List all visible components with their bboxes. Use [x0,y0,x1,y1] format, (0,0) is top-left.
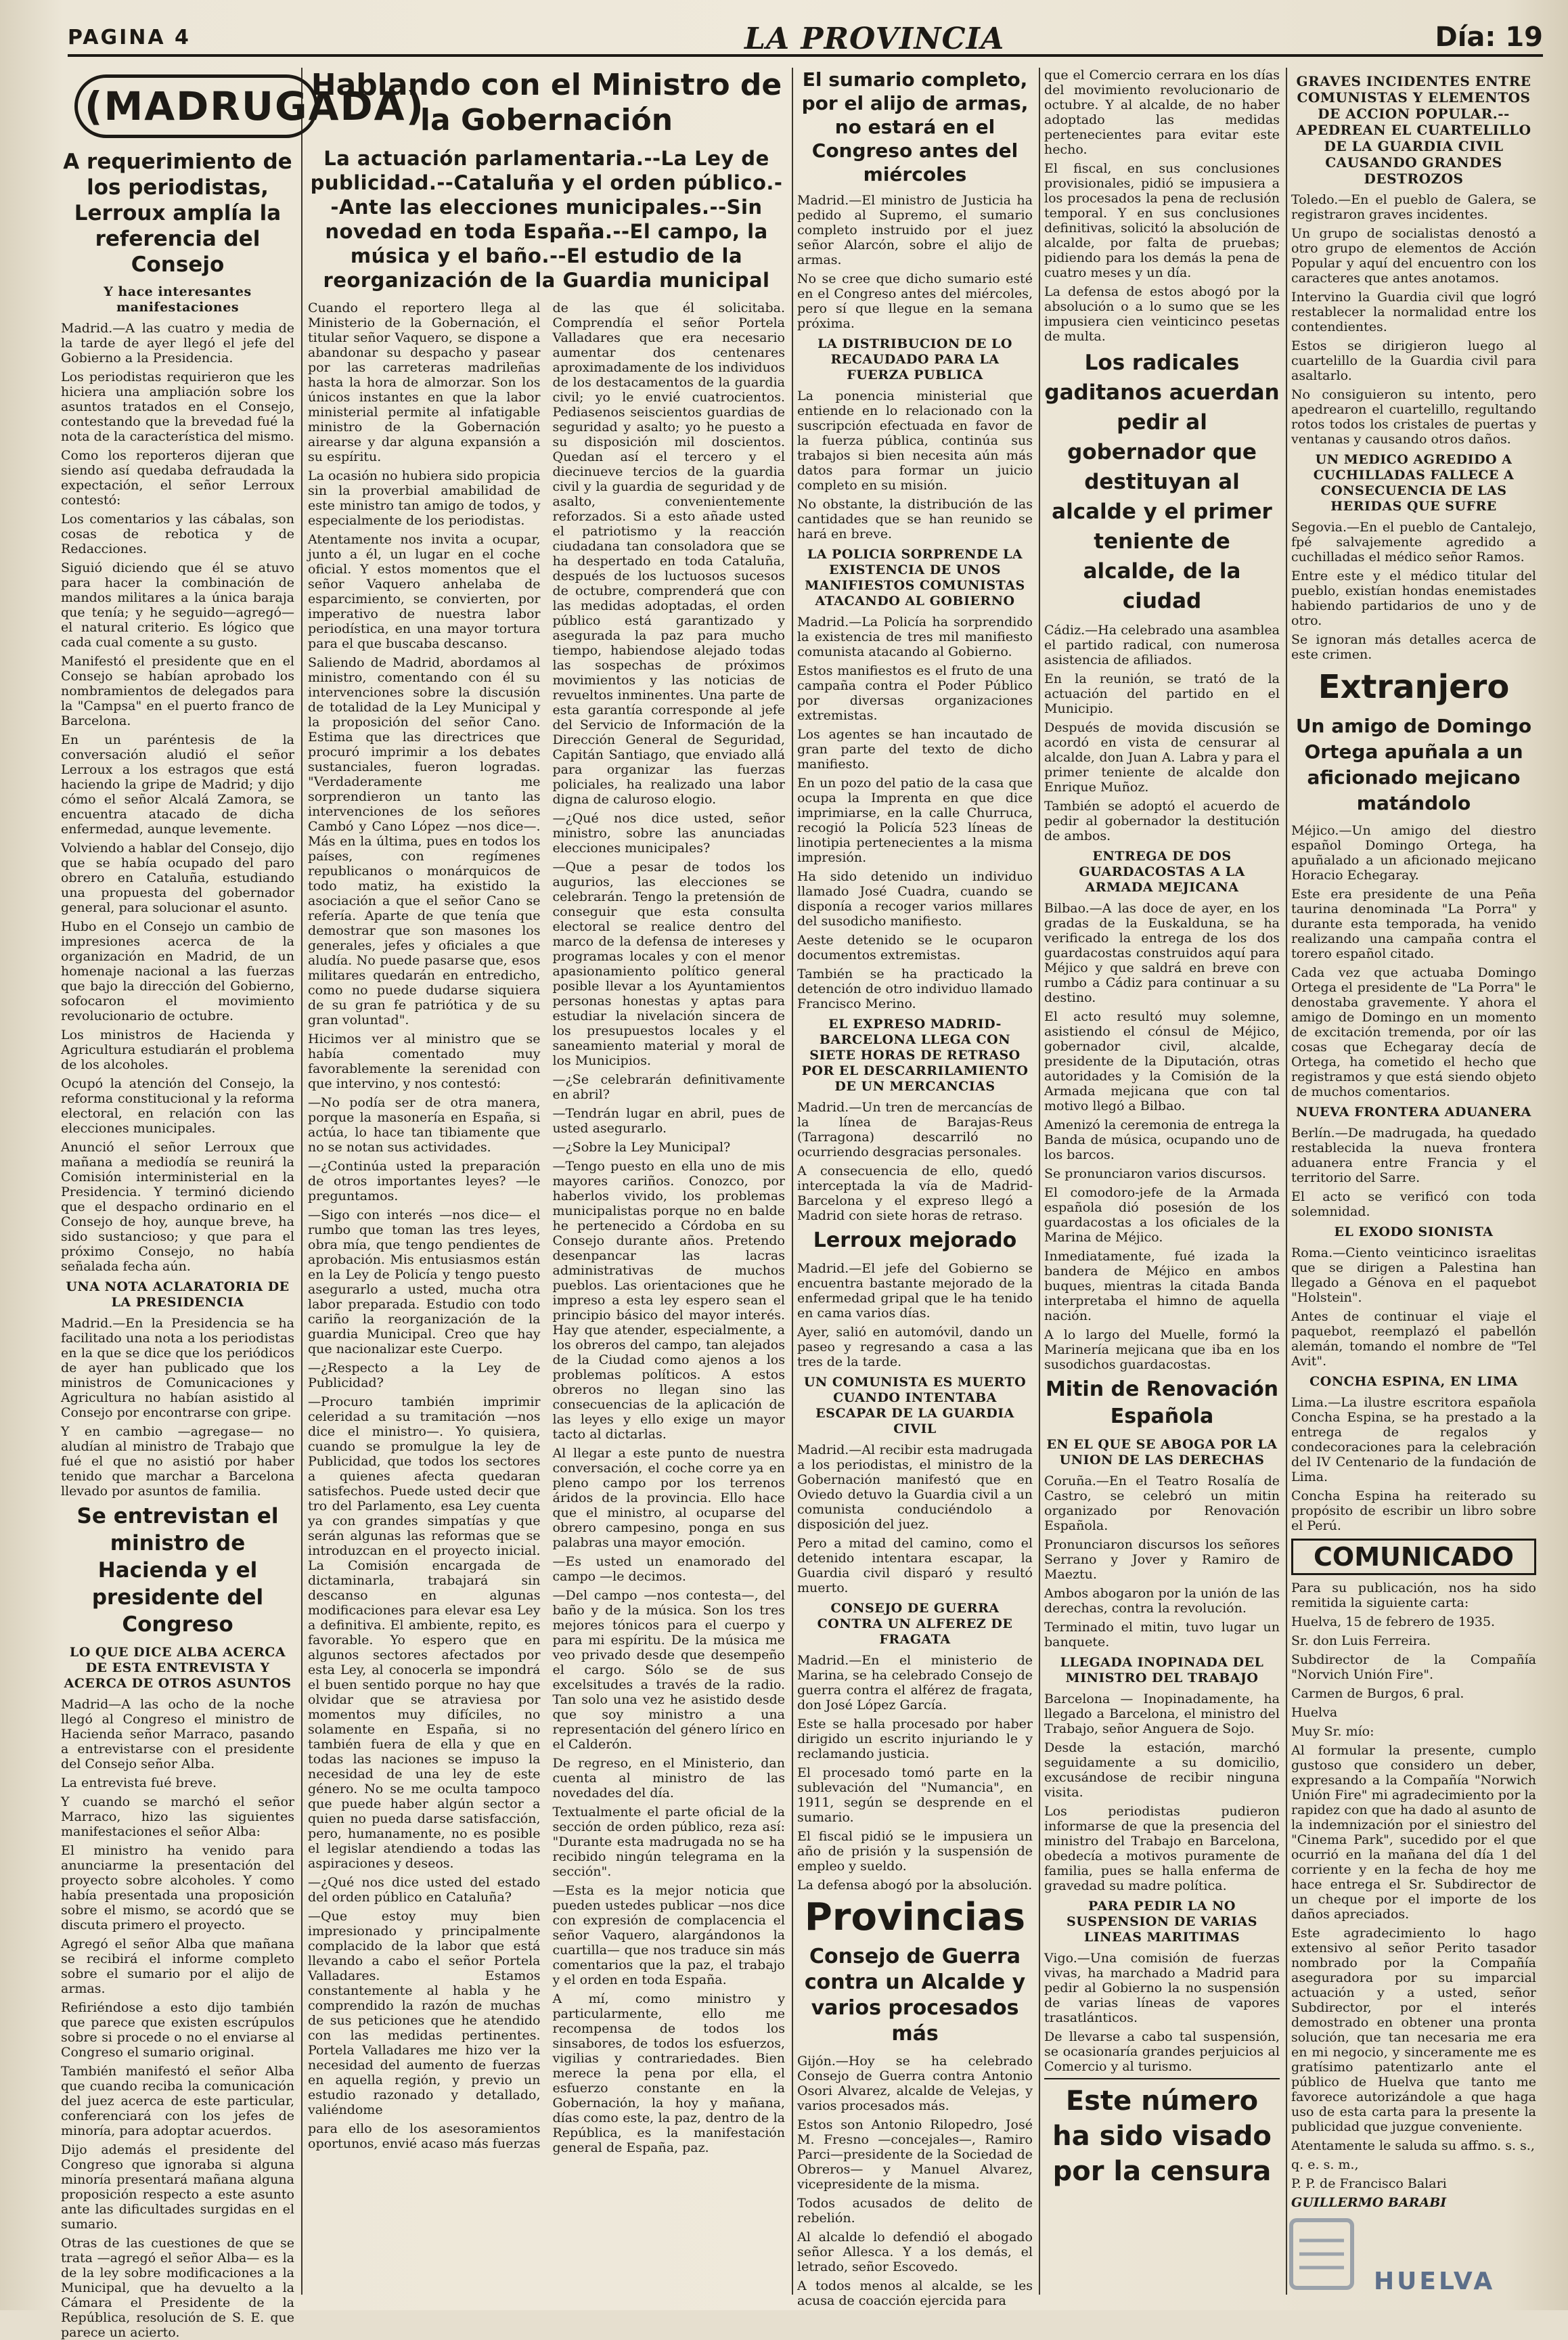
article-paragraph: Textualmente el parte oficial de la sección de orden público, reza así: "Durante esta madrugada no se ha recibido ningún telegrama en la sección". [552,1805,785,1879]
article-paragraph: —Sigo con interés —nos dice— el rumbo que toman las tres leyes, obra mía, que tengo pendientes de aprobación. Mis entusiasmos están en la Ley de Policía y tengo puesto asegurarlo a usted, mucha otra labor preparada. Estudio con todo cariño la reorganización de la guardia Municipal. Creo que hay que nacionalizar este Cuerpo. [308,1208,541,1356]
letter-addressee: Sr. don Luis Ferreira. [1291,1633,1431,1648]
article-paragraph: También se ha practicado la detención de otro individuo llamado Francisco Merino. [797,967,1033,1011]
article-paragraph: Barcelona — Inopinadamente, ha llegado a Barcelona, el ministro del Trabajo, señor Anguera de Sojo. [1044,1692,1280,1736]
article-paragraph: Madrid.—El jefe del Gobierno se encuentra bastante mejorado de la enfermedad gripal que le ha tenido en cama varios días. [797,1261,1033,1321]
article-paragraph: —Que a pesar de todos los augurios, las elecciones se celebrarán. Tengo la pretensión de conseguir que esta consulta electoral se realice dentro del marco de la defensa de intereses y programas locales y con el menor apasionamiento político general posible llevar a los Ayuntamientos personas honestas y aptas para estudiar la nivelación sincera de los presupuestos locales y el saneamiento material y moral de los Municipios. [552,860,785,1068]
section-subhead: CONSEJO DE GUERRA CONTRA UN ALFEREZ DE FRAGATA [817,1601,1013,1647]
article-paragraph: Siguió diciendo que él se atuvo para hacer la combinación de mandos militares a la única baraja que tenía; y he seguido—agregó—el natural criterio. Es lógico que cada cual comente a su gusto. [61,560,294,650]
column-2 [308,68,785,2301]
article-paragraph: Antes de continuar el viaje el paquebot, reemplazó el pabellón alemán, tomando el nombre de "Tel Avit". [1291,1309,1536,1369]
article-paragraph: Estos manifiestos es el fruto de una campaña contra el Poder Público por diversas organizaciones extremistas. [797,663,1033,723]
article-paragraph: Amenizó la ceremonia de entrega la Banda de música, ocupando uno de los barcos. [1044,1118,1280,1162]
article-paragraph: Manifestó el presidente que en el Consejo se habían aprobado los nombramientos de delegados para la "Campsa" en el puerto franco de Barcelona. [61,654,294,728]
section-subhead: CONCHA ESPINA, EN LIMA [1309,1374,1518,1389]
column-3 [797,68,1033,2308]
article-paragraph: De regreso, en el Ministerio, dan cuenta al ministro de las novedades del día. [552,1756,785,1801]
article-paragraph: Madrid.—En el ministerio de Marina, se ha celebrado Consejo de guerra contra el alférez de fragata, don José López García. [797,1653,1033,1713]
article-paragraph: Se ignoran más detalles acerca de este crimen. [1291,632,1536,662]
article-paragraph: Toledo.—En el pueblo de Galera, se registraron graves incidentes. [1291,192,1536,222]
article-paragraph: La ocasión no hubiera sido propicia sin la proverbial amabilidad de este ministro tan amigo de todos, y especialmente de los periodistas. [308,468,541,528]
article-paragraph: Después de movida discusión se acordó en vista de censurar al alcalde, don Juan A. Labra y para el primer teniente de alcalde don Enrique Muñoz. [1044,720,1280,795]
article-paragraph: La ponencia ministerial que entiende en lo relacionado con la suscripción efectuada en favor de la fuerza pública, continúa sus trabajos si bien necesita aún más datos para formar un juicio completo en su misión. [797,389,1033,493]
article-paragraph: —¿Qué nos dice usted del estado del orden público en Cataluña? [308,1875,541,1905]
article-paragraph: No se cree que dicho sumario esté en el Congreso antes del miércoles, pero sí que llegue en la semana próxima. [797,271,1033,331]
article-paragraph: Este era presidente de una Peña taurina denominada "La Porra" y durante esta temporada, ha venido realizando una campaña contra el torero español citado. [1291,887,1536,961]
section-subhead: EL EXPRESO MADRID-BARCELONA LLEGA CON SIETE HORAS DE RETRASO POR EL DESCARRILAMIENTO DE UN MERCANCIAS [801,1017,1029,1094]
article-paragraph: Como los reporteros dijeran que siendo así quedaba defraudada la expectación, el señor Lerroux contestó: [61,448,294,508]
article-paragraph: Entre este y el médico titular del pueblo, existían hondas enemistades habiendo partidarios de uno y de otro. [1291,569,1536,628]
article-paragraph: Los periodistas pudieron informarse de que la presencia del ministro del Trabajo en Barcelona, obedecía a motivos puramente de familia, pues se halla enferma de gravedad su madre política. [1044,1804,1280,1893]
article-paragraph: que el Comercio cerrara en los días del movimiento revolucionario de octubre. Y al alcalde, de no haber adoptado las medidas pertenecientes para evitar este hecho. [1044,68,1280,157]
article-paragraph: Dijo además el presidente del Congreso que ignoraba si alguna minoría presentará mañana alguna proposición respecto a este asunto ante las dificultades surgidas en el sumario. [61,2142,294,2232]
article-paragraph: —Esta es la mejor noticia que pueden ustedes publicar —nos dice con expresión de complacencia el señor Vaquero, alargándonos la cuartilla— que nos traduce sin más comentarios que la paz, el trabajo y el orden en toda España. [552,1883,785,1987]
comunicado-box: COMUNICADO [1291,1539,1536,1575]
article-paragraph: Este agradecimiento lo hago extensivo al señor Perito tasador nombrado por la Compañía aseguradora por su imparcial actuación y a usted, señor Subdirector, por el interés demostrado en obtener una pronta solución, que tan necesaria me era en mi negocio, y sinceramente me es gratísimo patentizarlo ante el público de Huelva que tanto me favorece autorizándole a que haga uso de esta carta para la presente la publicidad que juzgue conveniente. [1291,1926,1536,2134]
ministro-subhead: La actuación parlamentaria.--La Ley de publicidad.--Cataluña y el orden público.--Ante las elecciones municipales.--Sin novedad en toda España.--El campo, la música y el baño.--El estudio de la reorganización de la Guardia municipal [310,147,783,292]
article-paragraph: —¿Se celebrarán definitivamente en abril? [552,1072,785,1102]
article-paragraph: Segovia.—En el pueblo de Cantalejo, fpé salvajemente agredido a cuchilladas el médico señor Ramos. [1291,520,1536,565]
article-paragraph: Gijón.—Hoy se ha celebrado Consejo de Guerra contra Antonio Osori Alvarez, alcalde de Velejas, y varios procesados más. [797,2054,1033,2113]
article-paragraph: Para su publicación, nos ha sido remitida la siguiente carta: [1291,1581,1536,1610]
letter-city: Huelva [1291,1705,1338,1720]
issue-date: Día: 19 [1435,22,1543,53]
article-paragraph: Vigo.—Una comisión de fuerzas vivas, ha marchado a Madrid para pedir al Gobierno la no suspensión de varias líneas de vapores trasatlánticos. [1044,1951,1280,2025]
article-paragraph: Cuando el reportero llega al Ministerio de la Gobernación, el titular señor Vaquero, se dispone a abandonar su despacho y pasear por las carreteras madrileñas hasta la hora de almorzar. Son los únicos instantes en que la labor ministerial permite al infatigable ministro de la Gobernación airearse y dar alguna expansión a su espíritu. [308,301,541,464]
column-divider [301,68,303,2295]
article-paragraph: Madrid.—Un tren de mercancías de la línea de Barajas-Reus (Tarragona) descarriló no ocurriendo desgracias personales. [797,1100,1033,1160]
column-divider [1286,68,1287,2295]
article-paragraph: Madrid.—En la Presidencia se ha facilitado una nota a los periodistas en la que se dice que los periódicos de ayer han publicado que los ministros de Comunicaciones y Agricultura no habían asistido al Consejo por encontrarse con gripe. [61,1316,294,1420]
article-paragraph: Todos acusados de delito de rebelión. [797,2196,1033,2226]
article-paragraph: —Tengo puesto en ella uno de mis mayores cariños. Conozco, por haberlos vivido, los problemas municipalistas porque no en balde he pertenecido a Córdoba en su Consejo durante años. Pretendo desenpancar las lacras administrativas de muchos pueblos. Las orientaciones que he impreso a esta ley espero sean el principio básico del mayor interés. Hay que atender, especialmente, a los obreros del campo, tan alejados de la Ciudad como ajenos a los problemas políticos. A estos obreros no llegan sino las consecuencias de la aplicación de las leyes y ello exige un mayor tacto al dictarlas. [552,1159,785,1442]
page-number: PAGINA 4 [68,26,191,49]
section-subhead: EN EL QUE SE ABOGA POR LA UNION DE LAS DERECHAS [1046,1437,1278,1467]
section-subhead: LA DISTRIBUCION DE LO RECAUDADO PARA LA FUERZA PUBLICA [817,336,1012,382]
toledo-headline: GRAVES INCIDENTES ENTRE COMUNISTAS Y ELEMENTOS DE ACCION POPULAR.--APEDREAN EL CUARTELILLO DE LA GUARDIA CIVIL CAUSANDO GRANDES DESTROZOS [1296,73,1531,187]
article-paragraph: Este se halla procesado por haber dirigido un escrito injuriando le y reclamando justicia. [797,1717,1033,1761]
article-paragraph: También se adoptó el acuerdo de pedir al gobernador la destitución de ambos. [1044,799,1280,843]
article-paragraph: El fiscal pidió se le impusiera un año de prisión y la suspensión de empleo y sueldo. [797,1829,1033,1874]
masthead [68,20,1543,57]
article-paragraph: Hicimos ver al ministro que se había comentado muy favorablemente la serenidad con que intervino, y nos contestó: [308,1032,541,1091]
article-paragraph: Ambos abogaron por la unión de las derechas, contra la revolución. [1044,1586,1280,1616]
article-paragraph: —Que estoy muy bien impresionado y principalmente complacido de la labor que está llevando a cabo el señor Portela Valladares. Estamos constantemente al habla y he comprendido la razón de muchas de sus peticiones que he atendido con las medidas pertinentes. Portela Valladares me hizo ver la necesidad del aumento de fuerzas en aquella región, y previo un estudio razonado y detallado, valiéndome [308,1909,541,2117]
article-paragraph: Madrid.—A las cuatro y media de la tarde de ayer llegó el jefe del Gobierno a la Presidencia. [61,321,294,366]
article-paragraph: A todos menos al alcalde, se les acusa de coacción ejercida para [797,2278,1033,2308]
mitin-headline: Mitin de Renovación Española [1045,1377,1279,1428]
article-paragraph: —Procuro también imprimir celeridad a su tramitación —nos dice el ministro—. Yo quisiera, cuando se promulgue la ley de Publicidad, que todos los sectores a quienes afecta quedaran satisfechos. Puede usted decir que tro del Parlamento, esa Ley cuenta ya con grandes simpatías y que serán algunas las reformas que se introduzcan en el proyecto inicial. La Comisión encargada de dictaminarla, trabajará sin descanso en algunas modificaciones para elevar esa Ley a definitiva. El ambiente, repito, es favorable. Yo espero que en algunos sectores afectados por esta Ley, al conocerla se impondrá el buen sentido porque no hay que olvidar que se atraviesa por momentos muy difíciles, no solamente en España, si no también fuera de ella y que en todas las naciones se impuso la necesidad de una ley de este género. No se me oculta tampoco que puede haber algún sector a quien no pueda darse satisfacción, pero, humanamente, no es posible el legislar atendiendo a todas las aspiraciones y deseos. [308,1394,541,1871]
article-paragraph: Berlín.—De madrugada, ha quedado restablecida la nueva frontera aduanera entre Francia y el territorio del Sarre. [1291,1126,1536,1185]
article-paragraph: —¿Respecto a la Ley de Publicidad? [308,1361,541,1390]
section-subhead: UNA NOTA ACLARATORIA DE LA PRESIDENCIA [66,1279,290,1310]
ortega-headline: Un amigo de Domingo Ortega apuñala a un aficionado mejicano matándolo [1295,715,1532,814]
lerroux-mejorado-headline: Lerroux mejorado [813,1229,1017,1252]
article-paragraph: Pero a mitad del camino, como el detenido intentara escapar, la Guardia civil disparó y resultó muerto. [797,1536,1033,1595]
ministro-body [308,301,785,2155]
archive-watermark: HUELVA [1374,2268,1496,2295]
extranjero-headline: Extranjero [1318,668,1510,706]
article-paragraph: A consecuencia de ello, quedó interceptada la vía de Madrid-Barcelona y el expreso llegó a Madrid con siete horas de retraso. [797,1164,1033,1223]
article-paragraph: —Es usted un enamorado del campo —le decimos. [552,1554,785,1584]
article-paragraph: Y en cambio —agregase— no aludían al ministro de Trabajo que fué el que no asistió por haber tenido que marchar a Barcelona llevado por asuntos de familia. [61,1424,294,1499]
section-subhead: NUEVA FRONTERA ADUANERA [1296,1105,1531,1120]
article-paragraph: Ocupó la atención del Consejo, la reforma constitucional y la reforma electoral, en relación con las elecciones municipales. [61,1076,294,1136]
article-paragraph: Madrid.—La Policía ha sorprendido la existencia de tres mil manifiesto comunista atacando al Gobierno. [797,615,1033,659]
article-paragraph: Méjico.—Un amigo del diestro español Domingo Ortega, ha apuñalado a un aficionado mejicano Horacio Echegaray. [1291,823,1536,883]
lerroux-subhead: Y hace interesantes manifestaciones [104,284,252,315]
article-paragraph: Ha sido detenido un individuo llamado José Cuadra, cuando se disponía a recoger varios millares del susodicho manifiesto. [797,869,1033,929]
article-paragraph: Lima.—La ilustre escritora española Concha Espina, se ha prestado a la entrega de regalos y condecoraciones para la celebración del IV Centenario de la fundación de Lima. [1291,1395,1536,1484]
article-paragraph: —No podía ser de otra manera, porque la masonería en España, si actúa, lo hace tan tibiamente que no se notan sus actividades. [308,1095,541,1155]
column-divider [1039,68,1040,2295]
article-paragraph: En un paréntesis de la conversación aludió el señor Lerroux a los estragos que está haciendo la gripe de Madrid; y dijo cómo el señor Alcalá Zamora, se encuentra atacado de dicha enfermedad, aunque levemente. [61,732,294,837]
letter-date: Huelva, 15 de febrero de 1935. [1291,1614,1496,1629]
article-paragraph: A lo largo del Muelle, formó la Marinería mejicana que iba en los susodichos guardacostas. [1044,1327,1280,1372]
article-paragraph: Desde la estación, marchó seguidamente a su domicilio, excusándose de recibir ninguna visita. [1044,1740,1280,1800]
article-paragraph: Hubo en el Consejo un cambio de impresiones acerca de la organización en Madrid, de un homenaje nacional a las fuerzas que bajo la dirección del Gobierno, sofocaron el movimiento revolucionario de octubre. [61,919,294,1023]
article-paragraph: La defensa abogó por la absolución. [797,1878,1033,1893]
section-subhead: LA POLICIA SORPRENDE LA EXISTENCIA DE UNOS MANIFIESTOS COMUNISTAS ATACANDO AL GOBIERNO [805,547,1025,609]
article-paragraph: Al llegar a este punto de nuestra conversación, el coche corre ya en pleno campo por los terrenos áridos de la provincia. Ello hace que el ministro, al ocuparse del obrero campesino, ponga en sus palabras una mayor emoción. [552,1446,785,1550]
letter-signature: P. P. de Francisco Balari [1291,2176,1447,2191]
article-paragraph: Atentamente nos invita a ocupar, junto a él, un lugar en el coche oficial. Y estos momentos que el señor Vaquero anhelaba de esparcimiento, se convierten, por imperativo de nuestra labor periodística, en una mayor tortura para el que buscaba descanso. [308,532,541,651]
section-subhead: PARA PEDIR LA NO SUSPENSION DE VARIAS LINEAS MARITIMAS [1066,1899,1257,1945]
section-subhead: UN COMUNISTA ES MUERTO CUANDO INTENTABA ESCAPAR DE LA GUARDIA CIVIL [803,1375,1027,1436]
article-paragraph: De llevarse a cabo tal suspensión, se ocasionaría grandes perjuicios al Comercio y al turismo. [1044,2029,1280,2074]
section-subhead: ENTREGA DE DOS GUARDACOSTAS A LA ARMADA MEJICANA [1079,849,1245,895]
article-paragraph: —¿Sobre la Ley Municipal? [552,1140,731,1155]
article-paragraph: La defensa de estos abogó por la absolución o a lo sumo que se les impusiera cien veinticinco pesetas de multa. [1044,284,1280,344]
article-paragraph: para ello de los asesoramientos oportunos, envié acaso más fuerzas de las que él solicitaba. Comprendía el señor Portela Valladares que era necesario aumentar dos centenares aproximadamente de los individuos de los destacamentos de la guardia civil; yo le envié cuatrocientos. Pediasenos seiscientos guardias de seguridad y asalto; yo he puesto a su disposición mil doscientos. Quedan así el tercero y el diecinueve tercios de la guardia civil y la guardia de seguridad y de asalto, convenientemente reforzados. Si a esto añade usted el patriotismo y la reacción ciudadana tan consoladora que se ha despertado en toda Cataluña, después de los luctuosos sucesos de octubre, comprenderá que con las medidas adoptadas, el orden público está garantizado y asegurada la paz para mucho tiempo, habiendose alejado todas las sospechas de próximos movimientos y las noticias de revueltos inminentes. Una parte de esta garantía corresponde al jefe del Servicio de Información de la Dirección General de Seguridad, Capitán Santiago, que enviado allá para organizar las fuerzas policiales, ha realizado una labor digna de caluroso elogio. [308,301,785,2151]
lerroux-headline: A requerimiento de los periodistas, Lerroux amplía la referencia del Consejo [63,150,292,277]
letter-salutation: Muy Sr. mío: [1291,1724,1374,1739]
article-paragraph: —Tendrán lugar en abril, pues de usted asegurarlo. [552,1106,785,1136]
article-paragraph: Cádiz.—Ha celebrado una asamblea el partido radical, con numerosa asistencia de afiliados. [1044,623,1280,667]
article-paragraph: Madrid.—El ministro de Justicia ha pedido al Supremo, el sumario completo instruido por el juez señor Alarcón, sobre el alijo de armas. [797,193,1033,267]
article-paragraph: También manifestó el señor Alba que cuando reciba la comunicación del juez acerca de este particular, conferenciará con los jefes de minoría, para adoptar acuerdos. [61,2064,294,2138]
article-paragraph: Refiriéndose a esto dijo también que parece que existen escrúpulos sobre si procede o no el enviarse al Congreso el sumario original. [61,2000,294,2060]
article-paragraph: Los agentes se han incautado de gran parte del texto de dicho manifiesto. [797,727,1033,772]
article-paragraph: Los ministros de Hacienda y Agricultura estudiarán el problema de los alcoholes. [61,1028,294,1072]
article-paragraph: Cada vez que actuaba Domingo Ortega el presidente de "La Porra" le denostaba gravemente. Y ahora el amigo de Domingo en un momento de excitación tremenda, por oír las cosas que Echegaray decía de Ortega, ha cometido el hecho que registramos y que está siendo objeto de muchos comentarios. [1291,965,1536,1099]
article-paragraph: Madrid—A las ocho de la noche llegó al Congreso el ministro de Hacienda señor Marraco, pasando a entrevistarse con el presidente del Consejo señor Alba. [61,1697,294,1771]
article-paragraph: No obstante, la distribución de las cantidades que se han reunido se hará en breve. [797,497,1033,542]
article-paragraph: Otras de las cuestiones de que se trata —agregó el señor Alba— es la de la ley sobre modificaciones a la Municipal, que ha devuelto a la Cámara el Presidente de la República, resolución de S. E. que parece un acierto. [61,2236,294,2340]
letter-closing: q. e. s. m., [1291,2157,1359,2172]
article-paragraph: Saliendo de Madrid, abordamos al ministro, comentando con él su intervenciones sobre la discusión de totalidad de la Ley Municipal y la proposición del señor Cano. Estima que las directrices que procuró imprimir a los debates sustanciales, fueron logradas. "Verdaderamente me sorprendieron un tanto las intervenciones de los señores Cambó y Cano López —nos dice—. Más en la última, pues en todos los países, con regímenes republicanos o monárquicos de todo matiz, ha existido la asociación a que el señor Cano se refería. Aparte de que tenía que demostrar que son masones los generales, jefes y oficiales a que aludía. No puede pasarse que, esos militares quedarán en entredicho, como no puede dudarse siquiera de su gran fe patriótica y de su gran voluntad". [308,655,541,1028]
article-paragraph: Al alcalde lo defendió el abogado señor Allesca. Y a los demás, el letrado, señor Escovedo. [797,2230,1033,2274]
article-paragraph: No consiguieron su intento, pero apedrearon el cuartelillo, regultando rotos todos los cristales de puertas y ventanas y causando otros daños. [1291,387,1536,447]
provincias-headline: Provincias [804,1895,1026,1939]
article-paragraph: Volviendo a hablar del Consejo, dijo que se había ocupado del paro obrero en Cataluña, estudiando una propuesta del gobernador general, para solucionar el asunto. [61,841,294,915]
column-5 [1291,68,1536,2210]
article-paragraph: Intervino la Guardia civil que logró restablecer la normalidad entre los contendientes. [1291,290,1536,334]
article-paragraph: Los comentarios y las cábalas, son cosas de rebotica y de Redacciones. [61,512,294,556]
article-paragraph: Pronunciaron discursos los señores Serrano y Jover y Ramiro de Maeztu. [1044,1537,1280,1582]
divider [1044,2078,1280,2079]
article-paragraph: El fiscal, en sus conclusiones provisionales, pidió se impusiera a los procesados la pena de reclusión temporal. Y en sus conclusiones definitivas, solicitó la absolución de alcalde, por falta de pruebas; pidiendo para los demás la pena de cuatro meses y un día. [1044,161,1280,280]
letter-addressee: Subdirector de la Compañía "Norvich Unión Fire". [1291,1652,1536,1682]
article-paragraph: Y cuando se marchó el señor Marraco, hizo las siguientes manifestaciones el señor Alba: [61,1794,294,1839]
article-paragraph: Al formular la presente, cumplo gustoso que considero un deber, expresando a la Compañía "Norwich Unión Fire" mi agradecimiento por la rapidez con que ha dado al asunto de la indemnización por el siniestro del "Cinema Park", sucedido por el que ocurrió en la mañana del día 1 del corriente y en la fecha de hoy me hace entrega el Sr. Subdirector de un cheque por el importe de los daños apreciados. [1291,1743,1536,1922]
letter-signature: GUILLERMO BARABI [1291,2195,1447,2210]
article-paragraph: —¿Qué nos dice usted, señor ministro, sobre las anunciadas elecciones municipales? [552,811,785,856]
ministro-headline: Hablando con el Ministro de la Gobernación [311,68,782,137]
section-subhead: EL EXODO SIONISTA [1334,1224,1494,1239]
article-paragraph: A mí, como ministro y particularmente, ello me recompensa de todos los sinsabores, de todos los esfuerzos, vigilias y contrariedades. Bien merece la pena por ella, el esfuerzo constante en la Gobernación, la hoy y mañana, días como este, la paz, dentro de la República, es la manifestación general de España, paz. [552,1991,785,2155]
article-paragraph: Estos son Antonio Rilopedro, José M. Fresno —concejales—, Ramiro Parci—presidente de la Sociedad de Obreros— y Manuel Alvarez, vicepresidente de la misma. [797,2117,1033,2192]
consejo-guerra-headline: Consejo de Guerra contra un Alcalde y varios procesados más [804,1945,1026,2046]
newspaper-title: LA PROVINCIA [744,22,1005,56]
article-paragraph: La entrevista fué breve. [61,1775,217,1790]
article-paragraph: Bilbao.—A las doce de ayer, en los gradas de la Euskalduna, se ha verificado la entrega de los dos guardacostas construidos aquí para Méjico y que saldrá en breve con rumbo a Cádiz para continuar a su destino. [1044,901,1280,1005]
sumario-headline: El sumario completo, por el alijo de armas, no estará en el Congreso antes del miércoles [801,68,1029,185]
article-paragraph: Un grupo de socialistas denostó a otro grupo de elementos de Acción Popular y aquí del encuentro con los caracteres que antes anotamos. [1291,226,1536,286]
section-subhead: LLEGADA INOPINADA DEL MINISTRO DEL TRABAJO [1060,1655,1264,1685]
article-paragraph: Concha Espina ha reiterado su propósito de escribir un libro sobre el Perú. [1291,1488,1536,1533]
article-paragraph: En un pozo del patio de la casa que ocupa la Imprenta en que dice imprimiarse, en la calle Churruca, recogió la Policía 523 líneas de linotipia pertenecientes a la misma impresión. [797,776,1033,865]
hacienda-headline: Se entrevistan el ministro de Hacienda y el presidente del Congreso [76,1504,279,1637]
article-paragraph: Los periodistas requirieron que les hiciera una ampliación sobre los asuntos tratados en el Consejo, contestando que la brevedad fué la nota de la característica del mismo. [61,370,294,444]
article-paragraph: Agregó el señor Alba que mañana se recibirá el informe completo sobre el sumario por el alijo de armas. [61,1937,294,1996]
article-paragraph: Madrid.—Al recibir esta madrugada a los periodistas, el ministro de la Gobernación manifestó que en Oviedo detuvo la Guardia civil a un comunista conduciéndolo a disposición del juez. [797,1442,1033,1532]
article-paragraph: El acto resultó muy solemne, asistiendo el cónsul de Méjico, gobernador civil, alcalde, presidente de la Diputación, otras autoridades y la Comisión de la Armada mejicana que con tal motivo llegó a Bilbao. [1044,1009,1280,1113]
article-paragraph: Estos se dirigieron luego al cuartelillo de la Guardia civil para asaltarlo. [1291,338,1536,383]
section-subhead: LO QUE DICE ALBA ACERCA DE ESTA ENTREVISTA Y ACERCA DE OTROS ASUNTOS [64,1645,292,1691]
article-paragraph: Coruña.—En el Teatro Rosalía de Castro, se celebró un mitin organizado por Renovación Española. [1044,1474,1280,1533]
madrugada-headline: (MADRUGADA) [74,74,318,138]
section-subhead: UN MEDICO AGREDIDO A CUCHILLADAS FALLECE A CONSECUENCIA DE LAS HERIDAS QUE SUFRE [1313,452,1515,514]
article-paragraph: El acto se verificó con toda solemnidad. [1291,1189,1536,1219]
censor-notice: Este número ha sido visado por la censura [1052,2085,1272,2187]
article-paragraph: El procesado tomó parte en la sublevación del "Numancia", en 1911, según se desprende en el sumario. [797,1765,1033,1825]
column-4 [1044,68,1280,2301]
article-paragraph: Inmediatamente, fué izada la bandera de Méjico en ambos buques, mientras la citada Banda interpretaba el himno de aquella nación. [1044,1249,1280,1323]
article-paragraph: El ministro ha venido para anunciarme la presentación del proyecto sobre alcoholes. Y como había presentada una proposición sobre el mismo, se acordó que se discuta primero el proyecto. [61,1843,294,1933]
article-paragraph: Se pronunciaron varios discursos. [1044,1166,1266,1181]
article-paragraph: Aeste detenido se le ocuparon documentos extremistas. [797,933,1033,963]
article-paragraph: Terminado el mitin, tuvo lugar un banquete. [1044,1620,1280,1650]
article-paragraph: —¿Continúa usted la preparación de otros importantes leyes? —le preguntamos. [308,1159,541,1204]
article-paragraph: Roma.—Ciento veinticinco israelitas que se dirigen a Palestina han llegado a Génova en el paquebot "Holstein". [1291,1245,1536,1305]
article-paragraph: El comodoro-jefe de la Armada española dió posesión de los guardacostas a los oficiales de la Marina de Méjico. [1044,1185,1280,1245]
article-paragraph: En la reunión, se trató de la actuación del partido en el Municipio. [1044,671,1280,716]
article-paragraph: —Del campo —nos contesta—, del baño y de la música. Son los tres mejores tónicos para el cuerpo y para mi espíritu. De la música me veo privado desde que desempeño el cargo. Sólo se de sus excelsitudes a través de la radio. Tan solo una vez he asistido desde que soy ministro a una representación del género lírico en el Calderón. [552,1588,785,1752]
column-divider [792,68,793,2295]
article-paragraph: Anunció el señor Lerroux que mañana a mediodía se reunirá la Comisión interministerial en la Presidencia. Y terminó diciendo que el despacho ordinario en el Consejo de hoy, aunque breve, ha sido sustancioso; y que para el próximo Consejo, no había señalada fecha aún. [61,1140,294,1274]
radicales-headline: Los radicales gaditanos acuerdan pedir al gobernador que destituyan al alcalde y el primer teniente de alcalde, de la ciudad [1044,351,1280,613]
article-paragraph: Atentamente le saluda su affmo. s. s., [1291,2138,1535,2153]
letter-address: Carmen de Burgos, 6 pral. [1291,1686,1464,1701]
article-paragraph: Ayer, salió en automóvil, dando un paseo y regresando a casa a las tres de la tarde. [797,1325,1033,1369]
